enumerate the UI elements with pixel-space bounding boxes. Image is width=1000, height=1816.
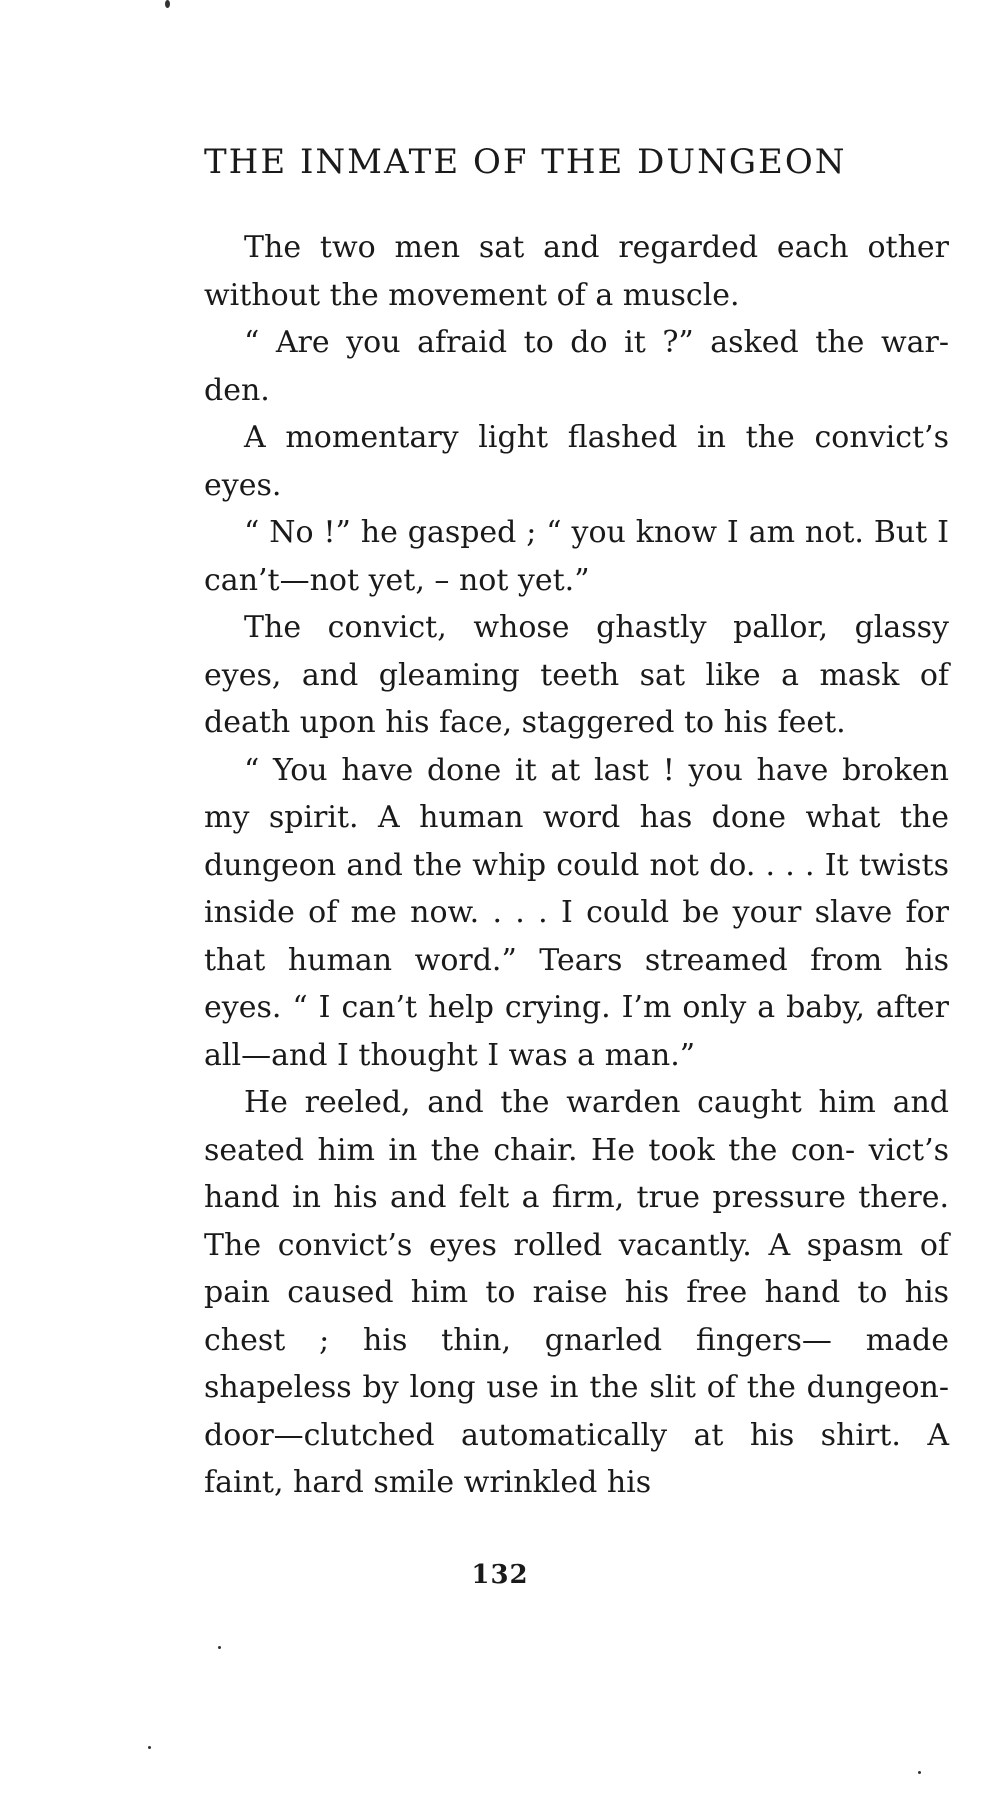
- scan-speck: [165, 0, 170, 8]
- scan-speck: [218, 1646, 221, 1649]
- paragraph-7: He reeled, and the warden caught him and seated him in the chair. He took the con- vict’s hand in his and felt a firm, true pressure there. The convict’s eyes rolled vacantly. A spasm of pain caused him to raise his free hand to his chest ; his thin, gnarled fingers— made shapeless by long use in the slit of the dungeon-door—clutched automatically at his shirt. A faint, hard smile wrinkled his: [204, 1085, 949, 1500]
- page-number: 132: [471, 1560, 529, 1590]
- paragraph-3: A momentary light flashed in the convict’s eyes.: [204, 420, 949, 503]
- body-text: [204, 224, 949, 1507]
- scan-speck: [918, 1771, 921, 1774]
- paragraph-5: The convict, whose ghastly pallor, glassy eyes, and gleaming teeth sat like a mask of death upon his face, staggered to his feet.: [204, 610, 949, 740]
- paragraph-2: “ Are you afraid to do it ?” asked the war- den.: [204, 325, 949, 408]
- paragraph-4: “ No !” he gasped ; “ you know I am not. But I can’t—not yet, – not yet.”: [204, 515, 949, 598]
- paragraph-1: The two men sat and regarded each other without the movement of a muscle.: [204, 230, 949, 313]
- running-head: THE INMATE OF THE DUNGEON: [204, 142, 847, 182]
- paragraph-6: “ You have done it at last ! you have broken my spirit. A human word has done what the dungeon and the whip could not do. . . . It twists inside of me now. . . . I could be your slave for that human word.” Tears streamed from his eyes. “ I can’t help crying. I’m only a baby, after all—and I thought I was a man.”: [204, 752, 949, 1073]
- scan-speck: [148, 1746, 151, 1749]
